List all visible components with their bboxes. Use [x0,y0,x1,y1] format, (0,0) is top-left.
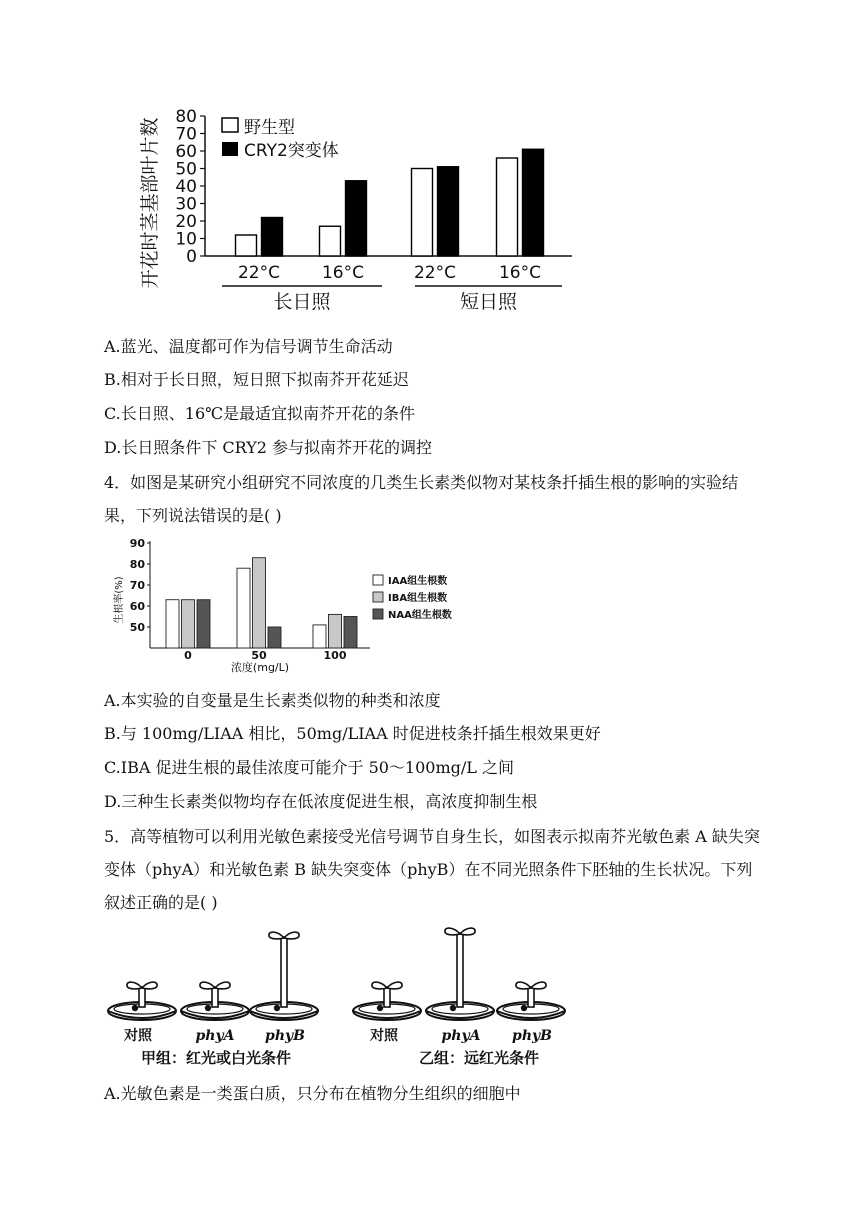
bar-wild-type [236,235,257,256]
chart2-xtick-label: 100 [323,649,347,662]
q4-option-b: B.与 100mg/LIAA 相比，50mg/LIAA 时促进枝条扦插生根效果更好 [104,724,601,743]
chart1-ytick-label: 50 [175,159,197,180]
bar-iba [182,600,195,648]
chart2-ytick-label: 90 [129,537,145,550]
q4-stem: 4．如图是某研究小组研究不同浓度的几类生长素类似物对某枝条扦插生根的影响的实验结果，下列说法错误的是( ) [104,473,739,525]
seedling-phyB-farred [497,982,565,1020]
bar-iaa [166,600,179,648]
chart1-xtick-label: 16°C [321,263,365,283]
q3-option-a: A.蓝光、温度都可作为信号调节生命活动 [104,337,393,356]
bar-naa [197,600,210,648]
group2-label-phyB: phyB [512,1028,552,1044]
q5-stem: 5．高等植物可以利用光敏色素接受光信号调节自身生长，如图表示拟南芥光敏色素 A 缺失突变体（phyA）和光敏色素 B 缺失突变体（phyB）在不同光照条件下胚轴的生长状况。下列叙述正确的是( ) [104,827,760,912]
q3-option-d: D.长日照条件下 CRY2 参与拟南芥开花的调控 [104,438,433,457]
bar-cry2-mutant [346,181,367,256]
chart2-legend-label: NAA组生根数 [388,610,452,621]
bar-wild-type [497,158,518,256]
q3-option-c: C.长日照、16℃是最适宜拟南芥开花的条件 [104,404,416,423]
chart2-xtick-label: 50 [251,649,267,662]
chart1-group-label: 长日照 [273,291,331,313]
chart1-ytick-label: 70 [175,124,197,145]
q4-option-d: D.三种生长素类似物均存在低浓度促进生根，高浓度抑制生根 [104,792,538,811]
legend-swatch-iba [373,592,383,602]
hypocotyl-growth-figure [104,925,574,1075]
q4-option-c: C.IBA 促进生根的最佳浓度可能介于 50～100mg/L 之间 [104,758,514,777]
chart1-group-label: 短日照 [459,291,518,313]
q5-option-a: A.光敏色素是一类蛋白质，只分布在植物分生组织的细胞中 [104,1084,521,1103]
q4-option-a: A.本实验的自变量是生长素类似物的种类和浓度 [104,691,441,710]
chart1-xtick-label: 22°C [413,263,457,283]
legend-swatch-naa [373,609,383,619]
chart2-ytick-label: 70 [129,579,145,592]
bar-cry2-mutant [262,218,283,257]
seedling-control-farred [353,982,421,1020]
seedling-phyA-red [181,982,249,1020]
chart2-ylabel: 生根率(%) [114,576,125,624]
group1-label-phyB: phyB [265,1028,305,1044]
q3-option-b: B.相对于长日照，短日照下拟南芥开花延迟 [104,370,409,389]
bar-wild-type [412,169,433,257]
chart1-ytick-label: 0 [186,247,197,267]
seedling-control-red [108,982,176,1020]
chart2-legend-label: IBA组生根数 [388,593,448,604]
chart2-legend-label: IAA组生根数 [388,576,448,587]
bar-iba [253,558,266,648]
legend-swatch-cry2-mutant [222,142,238,156]
rooting-rate-chart [108,535,478,675]
chart1-ytick-label: 30 [175,194,197,215]
chart2-ytick-label: 50 [129,621,145,634]
bar-cry2-mutant [523,149,544,256]
chart1-xtick-label: 16°C [498,263,542,283]
chart1-ytick-label: 10 [175,229,197,250]
group1-caption: 甲组：红光或白光条件 [140,1049,292,1067]
group2-label-phyA: phyA [441,1028,481,1044]
group2-caption: 乙组：远红光条件 [418,1049,540,1067]
chart1-ytick-label: 20 [175,212,197,232]
group2-label-control: 对照 [370,1028,398,1044]
bar-wild-type [320,226,341,256]
bar-naa [344,617,357,649]
chart2-xtick-label: 0 [184,649,192,662]
bar-iba [329,614,342,648]
bar-iaa [237,568,250,648]
legend-swatch-iaa [373,575,383,585]
chart2-ytick-label: 80 [129,558,145,571]
chart2-ytick-label: 60 [129,600,145,613]
legend-swatch-wild-type [222,118,238,132]
bar-naa [268,627,281,648]
bar-iaa [313,625,326,648]
chart1-xtick-label: 22°C [237,263,281,283]
group1-label-phyA: phyA [195,1028,235,1044]
chart1-ytick-label: 40 [175,177,197,197]
group1-label-control: 对照 [124,1028,152,1044]
chart1-ytick-label: 80 [175,108,197,127]
seedling-phyB-red [250,932,318,1020]
flowering-leaf-count-chart [130,108,590,318]
chart1-ytick-label: 60 [175,142,197,162]
legend-label-wild-type: 野生型 [244,118,295,138]
legend-label-cry2-mutant: CRY2突变体 [244,141,339,161]
seedling-phyA-farred [426,928,494,1020]
chart2-xlabel: 浓度(mg/L) [230,661,290,674]
bar-cry2-mutant [438,167,459,256]
chart1-ylabel: 开花时茎基部叶片数 [139,117,161,289]
